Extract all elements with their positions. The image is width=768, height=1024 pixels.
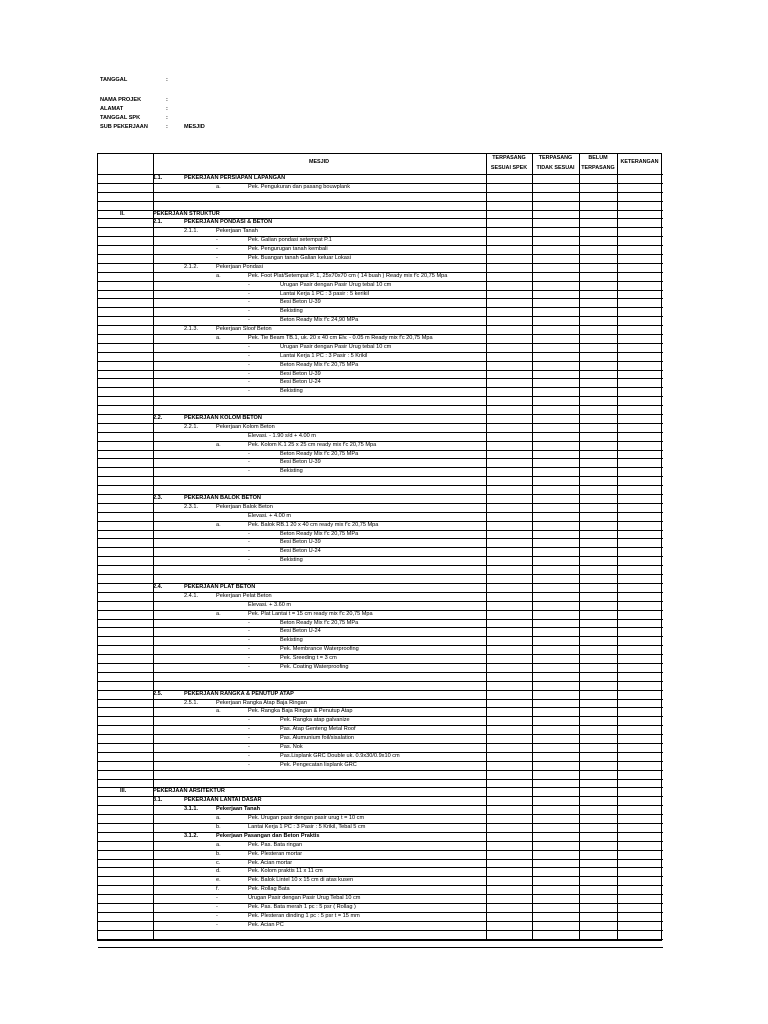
table-cell: - bbox=[216, 895, 218, 902]
table-cell: Pek. Coating Waterproofing bbox=[280, 663, 349, 670]
table-cell: Besi Beton U-39 bbox=[280, 459, 321, 466]
table-cell: 2.4.1. bbox=[184, 592, 198, 599]
table-cell: - bbox=[248, 663, 250, 670]
table-cell: - bbox=[248, 459, 250, 466]
table-cell: Pek. Membrance Waterproofing bbox=[280, 646, 359, 653]
table-cell: - bbox=[216, 903, 218, 910]
table-cell: - bbox=[248, 388, 250, 395]
table-cell: PEKERJAAN LANTAI DASAR bbox=[184, 797, 262, 804]
table-cell: Besi Beton U-24 bbox=[280, 628, 321, 635]
table-cell: 2.3. bbox=[153, 495, 163, 502]
table-cell: Pekerjaan Pondasi bbox=[216, 263, 263, 270]
table-cell: Besi Beton U-24 bbox=[280, 548, 321, 555]
table-cell: a. bbox=[216, 272, 221, 279]
table-cell: Pas. Atap Genteng Metal Roof bbox=[280, 726, 356, 733]
inspection-table bbox=[97, 153, 662, 941]
table-cell: - bbox=[216, 237, 218, 244]
header-field-colon: : bbox=[166, 77, 168, 83]
table-cell: PEKERJAAN STRUKTUR bbox=[153, 210, 220, 217]
table-cell: PEKERJAAN ARSITEKTUR bbox=[153, 788, 225, 795]
table-cell: 2.1.3. bbox=[184, 326, 198, 333]
table-cell: 2.2.1. bbox=[184, 423, 198, 430]
table-cell: 2.3.1. bbox=[184, 503, 198, 510]
table-cell: Beton Ready Mix f'c 24,90 MPa bbox=[280, 317, 359, 324]
column-header-line2: SESUAI SPEK bbox=[490, 165, 528, 171]
header-field-label: TANGGAL SPK bbox=[100, 115, 141, 121]
table-cell: a. bbox=[216, 441, 221, 448]
table-cell: - bbox=[248, 548, 250, 555]
table-title: MESJID bbox=[308, 159, 330, 165]
column-header: BELUM bbox=[588, 155, 608, 161]
column-divider bbox=[532, 154, 533, 940]
header-field-label: NAMA PROJEK bbox=[100, 97, 142, 103]
table-cell: 2.1. bbox=[153, 219, 163, 226]
table-cell: Bekisting bbox=[280, 388, 303, 395]
table-cell: Urugan Pasir dengan Pasir Urug tebal 10 cm bbox=[280, 343, 392, 350]
table-cell: Pek. Plesteran dinding 1 pc : 5 psr t = 15 mm bbox=[248, 912, 360, 919]
table-cell: Beton Ready Mix f'c 20,75 MPa bbox=[280, 619, 359, 626]
table-cell: b. bbox=[216, 850, 221, 857]
table-cell: 2.1.1. bbox=[184, 228, 198, 235]
table-cell: Beton Ready Mix f'c 20,75 MPa bbox=[280, 361, 359, 368]
table-cell: - bbox=[248, 299, 250, 306]
table-cell: e. bbox=[216, 877, 221, 884]
table-cell: - bbox=[248, 637, 250, 644]
table-cell: - bbox=[248, 317, 250, 324]
table-cell: Pek. Tie Beam TB.1, uk. 20 x 40 cm Elv. - 0.05 m Ready mix f'c 20,75 Mpa bbox=[248, 335, 433, 342]
table-cell: 3.1.2. bbox=[184, 832, 198, 839]
column-header: KETERANGAN bbox=[620, 159, 659, 165]
header-field-colon: : bbox=[166, 115, 168, 121]
table-cell: Pekerjaan Pasangan dan Beton Praktis bbox=[216, 832, 320, 839]
column-divider bbox=[486, 154, 487, 940]
table-cell: 2.5.1. bbox=[184, 699, 198, 706]
table-cell: Pek. Kolom praktis 11 x 11 cm bbox=[248, 868, 323, 875]
table-cell: - bbox=[248, 735, 250, 742]
header-field-colon: : bbox=[166, 106, 168, 112]
table-cell: Pek. Plesteran mortar bbox=[248, 850, 303, 857]
row-divider bbox=[98, 947, 663, 948]
table-cell: - bbox=[216, 255, 218, 261]
table-cell: Pek. Balok RB.1 20 x 40 cm ready mix f'c 20,75 Mpa bbox=[248, 521, 379, 528]
table-cell: - bbox=[248, 450, 250, 457]
table-cell: PEKERJAAN PONDASI & BETON bbox=[184, 219, 273, 226]
table-cell: PEKERJAAN RANGKA & PENUTUP ATAP bbox=[184, 690, 294, 697]
table-cell: Pek. Foot Plat/Setempat P. 1, 25x70x70 cm ( 14 buah ) Ready mix f'c 20,75 Mpa bbox=[248, 272, 448, 279]
table-cell: Pek. Buangan tanah Galian keluar Lokasi bbox=[248, 255, 351, 261]
header-field-label: SUB PEKERJAAN bbox=[100, 124, 148, 130]
table-cell: Lantai Kerja 1 PC : 3 Pasir : 5 Krikil, Tebal 5 cm bbox=[248, 823, 366, 830]
table-cell: - bbox=[248, 308, 250, 315]
table-cell: - bbox=[248, 726, 250, 733]
table-cell: a. bbox=[216, 335, 221, 342]
table-cell: Bekisting bbox=[280, 557, 303, 564]
table-cell: Pek. Rangka atap galvanize bbox=[280, 717, 350, 724]
header-field-colon: : bbox=[166, 97, 168, 103]
header-field-colon: : bbox=[166, 124, 168, 130]
table-cell: Lantai Kerja 1 PC : 3 Pasir : 5 Krikil bbox=[280, 352, 368, 359]
column-header-line2: TERPASANG bbox=[581, 165, 615, 171]
table-cell: Elevasi. + 4.00 m bbox=[248, 512, 292, 519]
column-header: TERPASANG bbox=[538, 155, 573, 161]
table-cell: - bbox=[248, 628, 250, 635]
table-cell: - bbox=[248, 761, 250, 768]
table-cell: - bbox=[216, 246, 218, 253]
table-cell: c. bbox=[216, 859, 221, 866]
table-cell: Pek. Pengurugan tanah kembali bbox=[248, 246, 328, 253]
table-cell: - bbox=[248, 370, 250, 377]
table-cell: Urugan Pasir dengan Pasir Urug tebal 10 cm bbox=[280, 281, 392, 288]
table-cell: Pekerjaan Tanah bbox=[216, 806, 261, 813]
table-cell: Bekisting bbox=[280, 637, 303, 644]
table-cell: Pek. Pas. Bata merah 1 pc : 5 psr ( Rollag ) bbox=[248, 903, 356, 910]
table-cell: Pekerjaan Balok Beton bbox=[216, 503, 273, 510]
column-divider bbox=[579, 154, 580, 940]
table-cell: Beton Ready Mix f'c 20,75 MPa bbox=[280, 530, 359, 537]
table-cell: Pekerjaan Sloof Beton bbox=[216, 326, 272, 333]
table-cell: - bbox=[216, 912, 218, 919]
table-cell: Besi Beton U-24 bbox=[280, 379, 321, 386]
table-cell: Pekerjaan Pelat Beton bbox=[216, 592, 272, 599]
table-cell: Pek. Urugan pasir dengan pasir urug t = 10 cm bbox=[248, 815, 365, 822]
header-field-label: TANGGAL bbox=[100, 77, 128, 83]
column-header-line2: TIDAK SESUAI bbox=[536, 165, 575, 171]
table-cell: 1.1. bbox=[153, 175, 163, 181]
table-cell: Pas.Lisplank GRC Double uk. 0.9x30/0.9x10 cm bbox=[280, 752, 400, 759]
table-cell: 2.1.2. bbox=[184, 263, 198, 270]
table-cell: Bekisting bbox=[280, 308, 303, 315]
table-cell: PEKERJAAN PLAT BETON bbox=[184, 583, 256, 590]
table-cell: Pek. Rollag Bata bbox=[248, 886, 290, 893]
table-cell: a. bbox=[216, 610, 221, 617]
table-cell: a. bbox=[216, 708, 221, 715]
table-cell: Pekerjaan Tanah bbox=[216, 228, 258, 235]
table-cell: - bbox=[248, 619, 250, 626]
table-cell: - bbox=[248, 646, 250, 653]
table-cell: Elevasi. + 3.60 m bbox=[248, 601, 292, 608]
table-cell: Besi Beton U-39 bbox=[280, 299, 321, 306]
header-field-value: MESJID bbox=[184, 124, 205, 130]
table-cell: PEKERJAAN KOLOM BETON bbox=[184, 415, 262, 422]
table-cell: Pek. Plat Lantai t = 15 cm ready mix f'c 20,75 Mpa bbox=[248, 610, 373, 617]
table-cell: d. bbox=[216, 868, 221, 875]
table-cell: Besi Beton U-39 bbox=[280, 539, 321, 546]
table-cell: Lantai Kerja 1 PC : 3 pasir : 5 kerikil bbox=[280, 290, 369, 297]
table-cell: - bbox=[248, 557, 250, 564]
table-cell: - bbox=[248, 717, 250, 724]
table-cell: Pek. Acian PC bbox=[248, 921, 284, 928]
header-divider bbox=[98, 174, 663, 175]
table-cell: a. bbox=[216, 183, 221, 190]
column-divider bbox=[153, 154, 154, 940]
table-cell: a. bbox=[216, 841, 221, 848]
header-field-label: ALAMAT bbox=[100, 106, 124, 112]
table-cell: Pekerjaan Rangka Atap Baja Ringan bbox=[216, 699, 307, 706]
table-cell: Bekisting bbox=[280, 468, 303, 475]
table-cell: Pas. Nok bbox=[280, 743, 303, 750]
table-cell: a. bbox=[216, 815, 221, 822]
table-cell: PEKERJAAN BALOK BETON bbox=[184, 495, 261, 502]
table-cell: b. bbox=[216, 823, 221, 830]
table-cell: Pek. Galian pondasi setempat P.1 bbox=[248, 237, 332, 244]
table-cell: - bbox=[248, 379, 250, 386]
table-cell: - bbox=[248, 361, 250, 368]
table-cell: Pas. Alumunium foil/sisalation bbox=[280, 735, 354, 742]
table-cell: - bbox=[248, 352, 250, 359]
table-cell: 2.2. bbox=[153, 415, 163, 422]
table-cell: PEKERJAAN PERSIAPAN LAPANGAN bbox=[184, 175, 286, 181]
table-cell: f. bbox=[216, 886, 220, 893]
table-cell: - bbox=[248, 539, 250, 546]
table-cell: Pekerjaan Kolom Beton bbox=[216, 423, 275, 430]
table-cell: 3.1.1. bbox=[184, 806, 198, 813]
table-cell: - bbox=[248, 468, 250, 475]
table-cell: Beton Ready Mix f'c 20,75 MPa bbox=[280, 450, 359, 457]
table-cell: 2.5. bbox=[153, 690, 163, 697]
table-cell: Urugan Pasir dengan Pasir Urug Tebal 10 cm bbox=[248, 895, 361, 902]
table-cell: Pek. Pengukuran dan pasang bouwplank bbox=[248, 183, 351, 190]
table-cell: - bbox=[248, 530, 250, 537]
table-cell: II. bbox=[120, 210, 125, 217]
table-cell: - bbox=[248, 343, 250, 350]
table-cell: - bbox=[248, 752, 250, 759]
table-cell: Besi Beton U-39 bbox=[280, 370, 321, 377]
table-cell: - bbox=[248, 743, 250, 750]
table-cell: Pek. Balok Lintel 10 x 15 cm di atas kusen bbox=[248, 877, 354, 884]
table-cell: Pek. Pengecatan lisplank GRC bbox=[280, 761, 357, 768]
table-cell: III. bbox=[120, 788, 127, 795]
table-cell: Pek. Sreeding t = 3 cm bbox=[280, 655, 337, 662]
table-cell: Pek. Rangka Baja Ringan & Penutup Atap bbox=[248, 708, 353, 715]
column-divider bbox=[617, 154, 618, 940]
table-cell: Elevasi. - 1.90 s/d + 4.00 m bbox=[248, 432, 316, 439]
table-cell: - bbox=[248, 281, 250, 288]
table-cell: 3.1. bbox=[153, 797, 163, 804]
column-header: TERPASANG bbox=[492, 155, 526, 161]
table-cell: Pek. Kolom K.1 25 x 25 cm ready mix f'c 20,75 Mpa bbox=[248, 441, 377, 448]
table-cell: a. bbox=[216, 521, 221, 528]
table-cell: - bbox=[248, 655, 250, 662]
table-cell: Pek. Acian mortar bbox=[248, 859, 293, 866]
table-cell: - bbox=[248, 290, 250, 297]
table-cell: - bbox=[216, 921, 218, 928]
table-cell: Pek. Pas. Bata ringan bbox=[248, 841, 303, 848]
table-cell: 2.4. bbox=[153, 583, 163, 590]
